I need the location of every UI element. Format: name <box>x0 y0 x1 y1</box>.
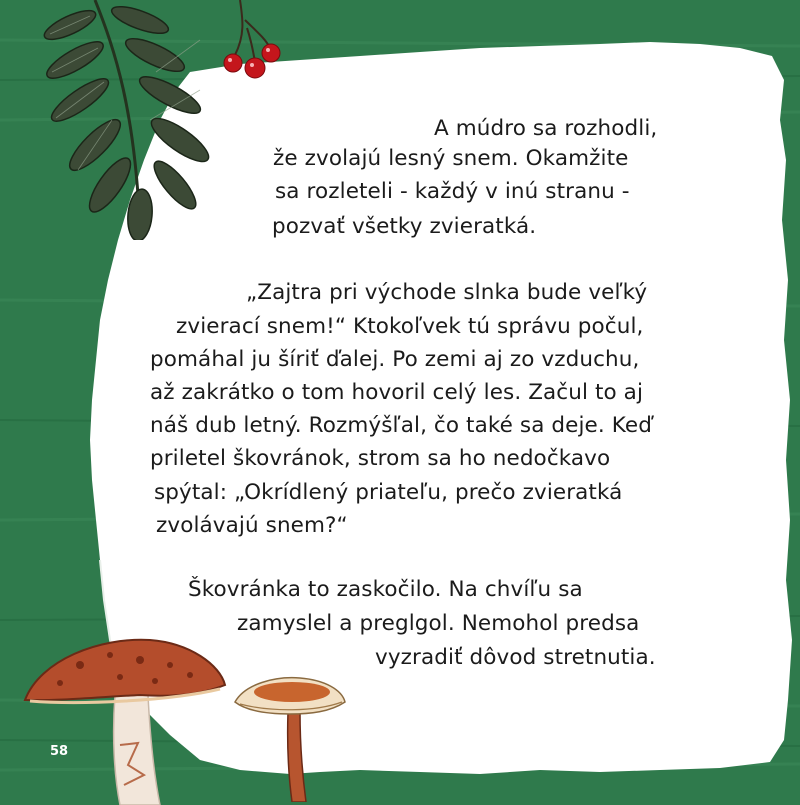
text-line: sa rozleteli - každý v inú stranu - <box>275 179 630 204</box>
mushroom-icon <box>230 672 350 802</box>
text-line: pomáhal ju šíriť ďalej. Po zemi aj zo vzduchu, <box>150 347 640 372</box>
text-line: vyzradiť dôvod stretnutia. <box>375 645 656 670</box>
text-line: zvolávajú snem?“ <box>156 513 348 538</box>
rowan-leaf-branch-icon <box>40 0 230 240</box>
text-line: že zvolajú lesný snem. Okamžite <box>273 146 629 171</box>
text-line: A múdro sa rozhodli, <box>434 116 658 141</box>
text-line: zamyslel a preglgol. Nemohol predsa <box>237 611 640 636</box>
text-line: až zakrátko o tom hovoril celý les. Začul to aj <box>150 380 644 405</box>
text-line: pozvať všetky zvieratká. <box>272 214 537 239</box>
mushroom-icon <box>20 625 230 805</box>
text-line: Škovránka to zaskočilo. Na chvíľu sa <box>188 577 583 602</box>
text-line: „Zajtra pri východe slnka bude veľký <box>246 280 648 305</box>
red-berries-icon <box>215 0 295 85</box>
text-line: priletel škovránok, strom sa ho nedočkavo <box>150 446 611 471</box>
text-line: zvierací snem!“ Ktokoľvek tú správu počul, <box>176 314 644 339</box>
text-line: náš dub letný. Rozmýšľal, čo také sa deje. Keď <box>150 413 652 438</box>
page-number: 58 <box>50 744 69 759</box>
text-line: spýtal: „Okrídlený priateľu, prečo zvieratká <box>154 480 623 505</box>
